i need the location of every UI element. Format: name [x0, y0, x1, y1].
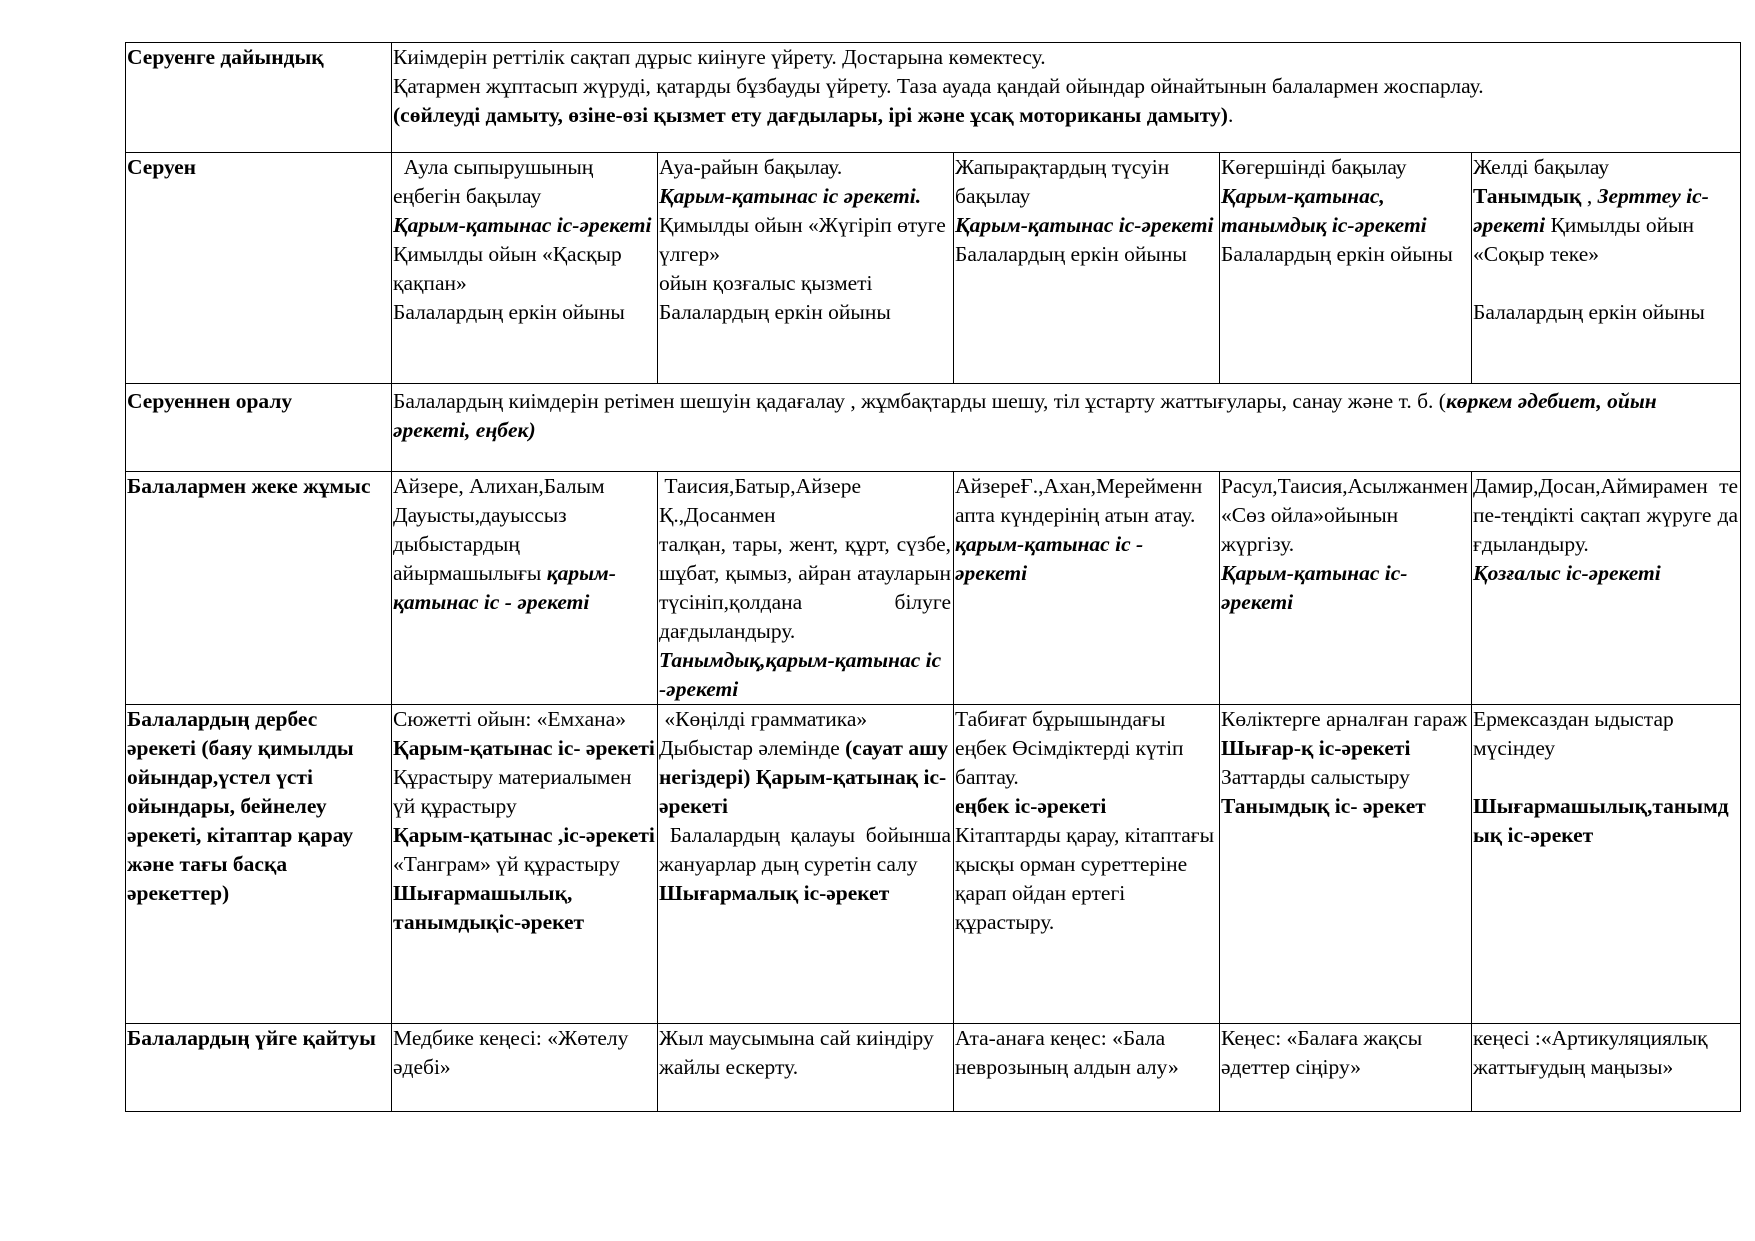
daily-plan-table — [125, 42, 1741, 1112]
home-cell-2: Жыл маусымына сай киіндіру жайлы ескерту. — [658, 1024, 954, 1112]
activity-type: көркем әдебиет, ойын әрекеті, еңбек) — [393, 389, 1657, 442]
activity-type: Қарым-қатынас іс әрекеті. — [659, 184, 922, 208]
activity-type: Танымдық іс- әрекет — [1221, 794, 1426, 818]
row-individual-work — [126, 472, 1741, 705]
row-label-return-from-walk: Серуеннен оралу — [126, 384, 392, 472]
activity-type: Шығармалық іс-әрекет — [659, 881, 890, 905]
activity-type: еңбек іс-әрекеті — [955, 794, 1107, 818]
activity-type: Шығар-қ іс-әрекеті — [1221, 736, 1411, 760]
individual-cell-2: Таисия,Батыр,Айзере Қ.,Досанмен талқан, тары, жент, құрт, сүзбе, шұбат, қымыз, айран атауларын түсініп,қолдана білуге дағдыландыру. Танымдық,қарым-қатынас іс -әрекеті — [658, 472, 954, 705]
return-content: Балалардың киімдерін ретімен шешуін қадағалау , жұмбақтарды шешу, тіл ұстарту жаттығулары, санау және т. б. (көркем әдебиет, ойын әрекеті, еңбек) — [392, 384, 1741, 472]
individual-cell-3: АйзереҒ.,Ахан,Мерейменн апта күндерінің атын атау. қарым-қатынас іс - әрекеті — [954, 472, 1220, 705]
walk-cell-4: Көгершінді бақылау Қарым-қатынас, танымдық іс-әрекеті Балалардың еркін ойыны — [1220, 153, 1472, 384]
activity-type: Шығармашылық, танымдықіс-әрекет — [393, 881, 585, 934]
row-return-from-walk — [126, 384, 1741, 472]
prep-line-2: Қатармен жұптасып жүруді, қатарды бұзбауды үйрету. Таза ауада қандай ойындар ойнайтынын балалармен жоспарлау. — [393, 74, 1484, 98]
activity-type: Қарым-қатынас, танымдық іс-әрекеті — [1221, 184, 1427, 237]
row-independent-activity — [126, 705, 1741, 1024]
activity-type: Қарым-қатынас іс-әрекеті — [393, 213, 652, 237]
activity-type: Қозғалыс іс-әрекеті — [1473, 561, 1661, 585]
activity-type: Танымдық,қарым-қатынас іс -әрекеті — [659, 648, 942, 701]
row-walk — [126, 153, 1741, 384]
activity-type: Қарым-қатынас іс- әрекеті — [393, 736, 655, 760]
row-label-independent-activity: Балалардың дербес әрекеті (баяу қимылды ойындар,үстел үсті ойындары, бейнелеу әрекеті, кітаптар қарау және тағы басқа әрекеттер) — [126, 705, 392, 1024]
row-label-individual-work: Балалармен жеке жұмыс — [126, 472, 392, 705]
row-walk-preparation — [126, 43, 1741, 153]
activity-type: қарым-қатынас іс - әрекеті — [955, 532, 1144, 585]
row-label-walk-preparation: Серуенге дайындық — [126, 43, 392, 153]
home-cell-1: Медбике кеңесі: «Жөтелу әдебі» — [392, 1024, 658, 1112]
activity-type: Қарым-қатынас іс-әрекеті — [1221, 561, 1408, 614]
home-cell-4: Кеңес: «Балаға жақсы әдеттер сіңіру» — [1220, 1024, 1472, 1112]
walk-cell-2: Ауа-райын бақылау. Қарым-қатынас іс әрекеті. Қимылды ойын «Жүгіріп өтуге үлгер» ойын қозғалыс қызметі Балалардың еркін ойыны — [658, 153, 954, 384]
individual-cell-5: Дамир,Досан,Аймирамен тепе-теңдікті сақтап жүруге дағдыландыру. Қозғалыс іс-әрекеті — [1472, 472, 1741, 705]
home-cell-5: кеңесі :«Артикуляциялық жаттығудың маңызы» — [1472, 1024, 1741, 1112]
walk-cell-1: Аула сыпырушының еңбегін бақылау Қарым-қатынас іс-әрекеті Қимылды ойын «Қасқыр қақпан» Балалардың еркін ойыны — [392, 153, 658, 384]
walk-cell-3: Жапырақтардың түсуін бақылау Қарым-қатынас іс-әрекеті Балалардың еркін ойыны — [954, 153, 1220, 384]
activity-type: Шығармашылық,танымдық іс-әрекет — [1473, 794, 1729, 847]
independent-cell-2: «Көңілді грамматика» Дыбыстар әлемінде (сауат ашу негіздері) Қарым-қатынақ іс- әрекеті Балалардың қалауы бойынша жануарлар дың суретін салу Шығармалық іс-әрекет — [658, 705, 954, 1024]
individual-cell-1: Айзере, Алихан,Балым Дауысты,дауыссыз дыбыстардың айырмашылығы қарым-қатынас іс - әрекеті — [392, 472, 658, 705]
independent-cell-3: Табиғат бұрышындағы еңбек Өсімдіктерді күтіп баптау. еңбек іс-әрекеті Кітаптарды қарау, кітаптағы қысқы орман суреттеріне қарап ойдан ертегі құрастыру. — [954, 705, 1220, 1024]
walk-preparation-content — [392, 43, 1741, 153]
independent-cell-1: Сюжетті ойын: «Емхана» Қарым-қатынас іс- әрекеті Құрастыру материалымен үй құрастыру Қарым-қатынас ,іс-әрекеті «Танграм» үй құрастыру Шығармашылық, танымдықіс-әрекет — [392, 705, 658, 1024]
row-going-home — [126, 1024, 1741, 1112]
activity-type: (сауат ашу негіздері) Қарым-қатынақ іс- әрекеті — [659, 736, 948, 818]
activity-type: Қарым-қатынас іс-әрекеті — [955, 213, 1214, 237]
walk-cell-5: Желді бақылау Танымдық , Зерттеу іс-әрекеті Қимылды ойын «Соқыр теке» Балалардың еркін ойыны — [1472, 153, 1741, 384]
activity-type: Қарым-қатынас ,іс-әрекеті — [393, 823, 655, 847]
home-cell-3: Ата-анаға кеңес: «Бала неврозының алдын алу» — [954, 1024, 1220, 1112]
prep-line-3: (сөйлеуді дамыту, өзіне-өзі қызмет ету дағдылары, ірі және ұсақ моториканы дамыту). — [393, 103, 1234, 127]
row-label-going-home: Балалардың үйге қайтуы — [126, 1024, 392, 1112]
prep-activity-areas: сөйлеуді дамыту, өзіне-өзі қызмет ету дағдылары, ірі және ұсақ моториканы дамыту) — [400, 103, 1228, 127]
activity-type: қарым-қатынас іс - әрекеті — [393, 561, 616, 614]
row-label-walk: Серуен — [126, 153, 392, 384]
activity-type: Танымдық — [1473, 184, 1582, 208]
individual-cell-4: Расул,Таисия,Асылжанмен «Сөз ойла»ойынын жүргізу. Қарым-қатынас іс-әрекеті — [1220, 472, 1472, 705]
independent-cell-4: Көліктерге арналған гараж Шығар-қ іс-әрекеті Заттарды салыстыру Танымдық іс- әрекет — [1220, 705, 1472, 1024]
activity-type: Зерттеу іс-әрекеті — [1473, 184, 1709, 237]
prep-line-1: Киімдерін реттілік сақтап дұрыс киінуге үйрету. Достарына көмектесу. — [393, 45, 1046, 69]
independent-cell-5: Ермексаздан ыдыстар мүсіндеу Шығармашылық,танымдық іс-әрекет — [1472, 705, 1741, 1024]
